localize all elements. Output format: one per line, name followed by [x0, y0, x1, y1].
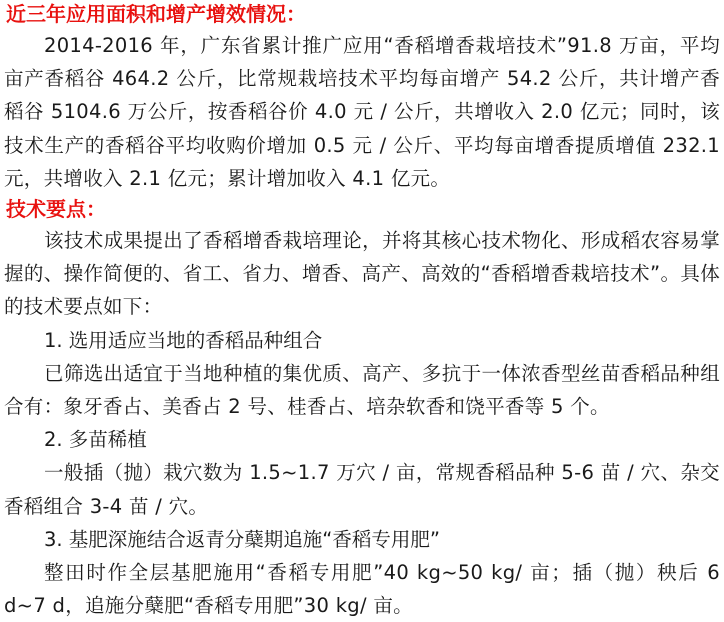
point-body-3: 整田时作全层基肥施用“香稻专用肥”40 kg~50 kg/ 亩；插（抛）秧后 6 d~7 d，追施分蘖肥“香稻专用肥”30 kg/ 亩。 — [4, 561, 720, 618]
application-paragraph: 2014-2016 年，广东省累计推广应用“香稻增香栽培技术”91.8 万亩，平均亩产香稻谷 464.2 公斤，比常规栽培技术平均每亩增产 54.2 公斤，共计增产香稻谷 5104.6 万公斤，按香稻谷价 4.0 元 / 公斤，共增收入 2.0 亿元；同时，该技术生产的香稻谷平均收购价增加 0.5 元 / 公斤、平均每亩增香提质增值 232.1 元，共增收入 2.1 亿元；累计增加收入 4.1 亿元。 — [4, 34, 720, 190]
section-heading-tech-points: 技术要点： — [6, 197, 106, 222]
section-heading-application: 近三年应用面积和增产增效情况： — [6, 2, 306, 26]
point-body-2: 一般插（抛）栽穴数为 1.5~1.7 万穴 / 亩，常规香稻品种 5-6 苗 / 穴、杂交香稻组合 3-4 苗 / 穴。 — [4, 461, 720, 518]
tech-intro-paragraph: 该技术成果提出了香稻增香栽培理论，并将其核心技术物化、形成稻农容易掌握的、操作简便的、省工、省力、增香、高产、高效的“香稻增香栽培技术”。具体的技术要点如下： — [4, 229, 720, 319]
point-title-3: 3. 基肥深施结合返青分蘖期追施“香稻专用肥” — [44, 527, 441, 551]
point-title-1: 1. 选用适应当地的香稻品种组合 — [44, 328, 323, 352]
point-title-2: 2. 多苗稀植 — [44, 428, 147, 452]
point-body-1: 已筛选出适宜于当地种植的集优质、高产、多抗于一体浓香型丝苗香稻品种组合有：象牙香占、美香占 2 号、桂香占、培杂软香和饶平香等 5 个。 — [4, 361, 720, 419]
